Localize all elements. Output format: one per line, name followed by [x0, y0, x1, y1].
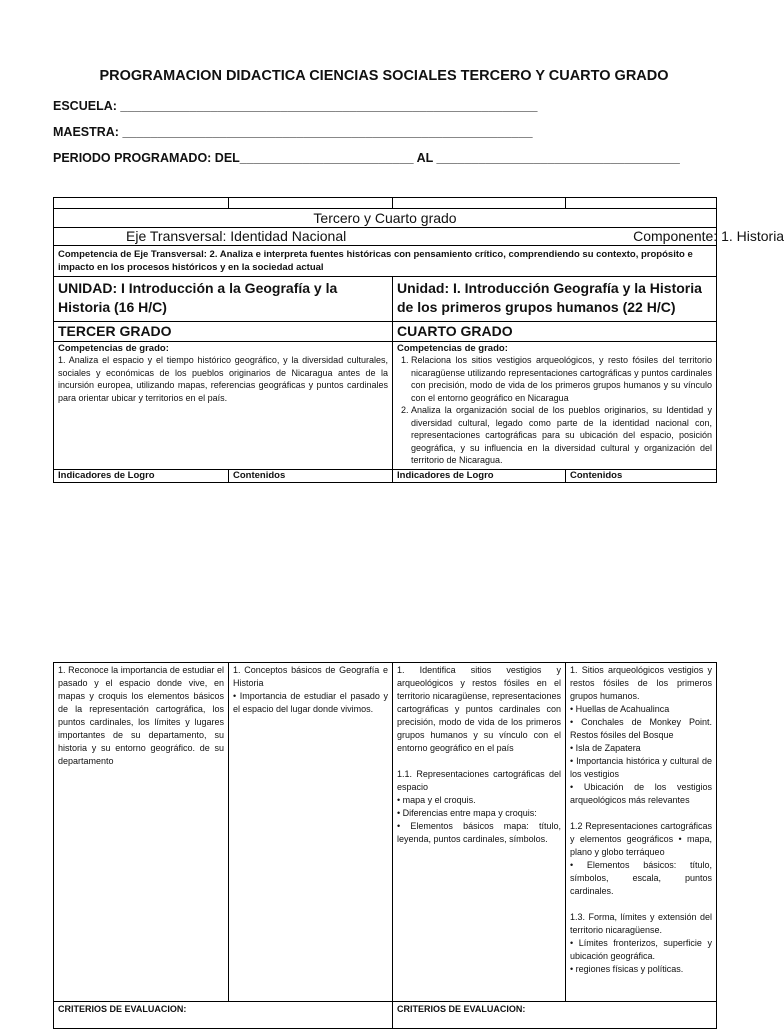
criterios-tercer: CRITERIOS DE EVALUACION:	[54, 1002, 393, 1029]
tercer-grado-heading: TERCER GRADO	[54, 322, 393, 342]
grade-title: Tercero y Cuarto grado	[54, 209, 717, 228]
cuarto-contenido-item: • Importancia histórica y cultural de los vestigios	[570, 756, 712, 779]
criterios-row	[54, 1002, 717, 1029]
cuarto-competencia-item: 2. Analiza la organización social de los pueblos originarios, su Identidad y diversidad cultural, legado como parte de la identidad nacional con, representaciones cartográficas para su ubicación del espacio, posición geográfica, y su influencia en la diversidad cultural y organización del territorio de Nicaragua.	[411, 404, 712, 467]
cuarto-contenido-item: • regiones físicas y políticas.	[570, 964, 684, 974]
eje-transversal: Eje Transversal: Identidad Nacional	[126, 228, 347, 244]
cuarto-competencias-list	[397, 354, 712, 467]
axis-row	[54, 228, 717, 246]
cuarto-contenido-subtitle: 1.2 Representaciones cartográficas y elementos geográficos • mapa, plano y globo terráqueo	[570, 821, 712, 857]
competencia-eje-row	[54, 246, 717, 277]
tercer-contenido-item: • Importancia de estudiar el pasado y el espacio del lugar donde vivimos.	[233, 691, 388, 714]
contenidos-heading: Contenidos	[229, 470, 393, 483]
cuarto-contenido-item: • Isla de Zapatera	[570, 743, 641, 753]
programming-header-table	[53, 197, 784, 483]
cuarto-indicador-subtitle: 1.1. Representaciones cartográficas del espacio	[397, 769, 561, 792]
componente: Componente: 1. Historia	[633, 228, 784, 244]
cuarto-indicador-item: • Diferencias entre mapa y croquis:	[397, 808, 537, 818]
competencia-eje: Competencia de Eje Transversal: 2. Analiza e interpreta fuentes históricas con pensamiento crítico, comprendiendo su contexto, propósito e impacto en los procesos históricos y en la sociedad actual	[54, 246, 717, 277]
cuarto-contenido-item: • Ubicación de los vestigios arqueológicos más relevantes	[570, 782, 712, 805]
indicadores-heading: Indicadores de Logro	[393, 470, 566, 483]
cuarto-indicador-item: • mapa y el croquis.	[397, 795, 476, 805]
cuarto-grado-heading: CUARTO GRADO	[393, 322, 717, 342]
competencias-row	[54, 342, 717, 470]
tercer-contenido-title: 1. Conceptos básicos de Geografía e Historia	[233, 665, 388, 688]
programming-body-table	[53, 662, 717, 1029]
cuarto-contenido-subtitle: 1.3. Forma, límites y extensión del territorio nicaragüense.	[570, 912, 712, 935]
competencias-label: Competencias de grado:	[58, 343, 169, 354]
blank-row	[54, 198, 717, 209]
cuarto-indicador: 1. Identifica sitios vestigios y arqueológicos y restos fósiles en el territorio nicaragüense, representaciones cartográficas y puntos cardinales con precisión, modo de vida de los primeros grupos humanos y su vínculo con el entorno geográfico en el país	[397, 665, 561, 753]
maestra-field: MAESTRA: ___________________________________________________________	[53, 125, 533, 139]
unidad-cuarto: Unidad: I. Introducción Geografía y la Historia de los primeros grupos humanos (22 H/C)	[393, 277, 717, 322]
unidad-row	[54, 277, 717, 322]
cuarto-contenido-item: • Conchales de Monkey Point. Restos fósiles del Bosque	[570, 717, 712, 740]
tercer-competencia: 1. Analiza el espacio y el tiempo histórico geográfico, y la diversidad culturales, sociales y económicas de los pueblos originarios de Nicaragua antes de la incursión europea, utilizando mapas, referencias geográficas y puntos cardinales para orientar ubicar y territorios en el país.	[58, 355, 388, 403]
competencias-label: Competencias de grado:	[397, 343, 508, 354]
indicadores-row	[54, 470, 717, 483]
grade-row	[54, 322, 717, 342]
contenidos-heading: Contenidos	[566, 470, 717, 483]
tercer-indicador: 1. Reconoce la importancia de estudiar el pasado y el espacio donde vive, en mapas y croquis los elementos básicos de la representación cartográfica, los puntos cardinales, los límites y lugares importantes de su departamento, su historia y su entorno geográfico. de su departamento	[58, 665, 224, 766]
document-title: PROGRAMACION DIDACTICA CIENCIAS SOCIALES TERCERO Y CUARTO GRADO	[99, 68, 669, 84]
cuarto-contenido-item: • Huellas de Acahualinca	[570, 704, 670, 714]
content-row	[54, 663, 717, 1002]
cuarto-competencia-item: 1. Relaciona los sitios vestigios arqueológicos, y resto fósiles del territorio nicaragüense utilizando representaciones cartográficas y puntos cardinales con precisión, modo de vida de los primeros grupos humanos y su vínculo con el entorno geográfico en Nicaragua	[411, 354, 712, 404]
grade-title-row	[54, 209, 717, 228]
escuela-field: ESCUELA: ____________________________________________________________	[53, 99, 538, 113]
periodo-field: PERIODO PROGRAMADO: DEL_________________________ AL ___________________________________	[53, 151, 680, 165]
cuarto-contenido-item: • Límites fronterizos, superficie y ubicación geográfica.	[570, 938, 712, 961]
criterios-cuarto: CRITERIOS DE EVALUACION:	[393, 1002, 717, 1029]
cuarto-indicador-item: • Elementos básicos mapa: título, leyenda, puntos cardinales, símbolos.	[397, 821, 561, 844]
cuarto-contenido-title: 1. Sitios arqueológicos vestigios y restos fósiles de los primeros grupos humanos.	[570, 665, 712, 701]
unidad-tercer: UNIDAD: I Introducción a la Geografía y la Historia (16 H/C)	[54, 277, 393, 322]
cuarto-contenido-item: • Elementos básicos: título, símbolos, escala, puntos cardinales.	[570, 860, 712, 896]
indicadores-heading: Indicadores de Logro	[54, 470, 229, 483]
